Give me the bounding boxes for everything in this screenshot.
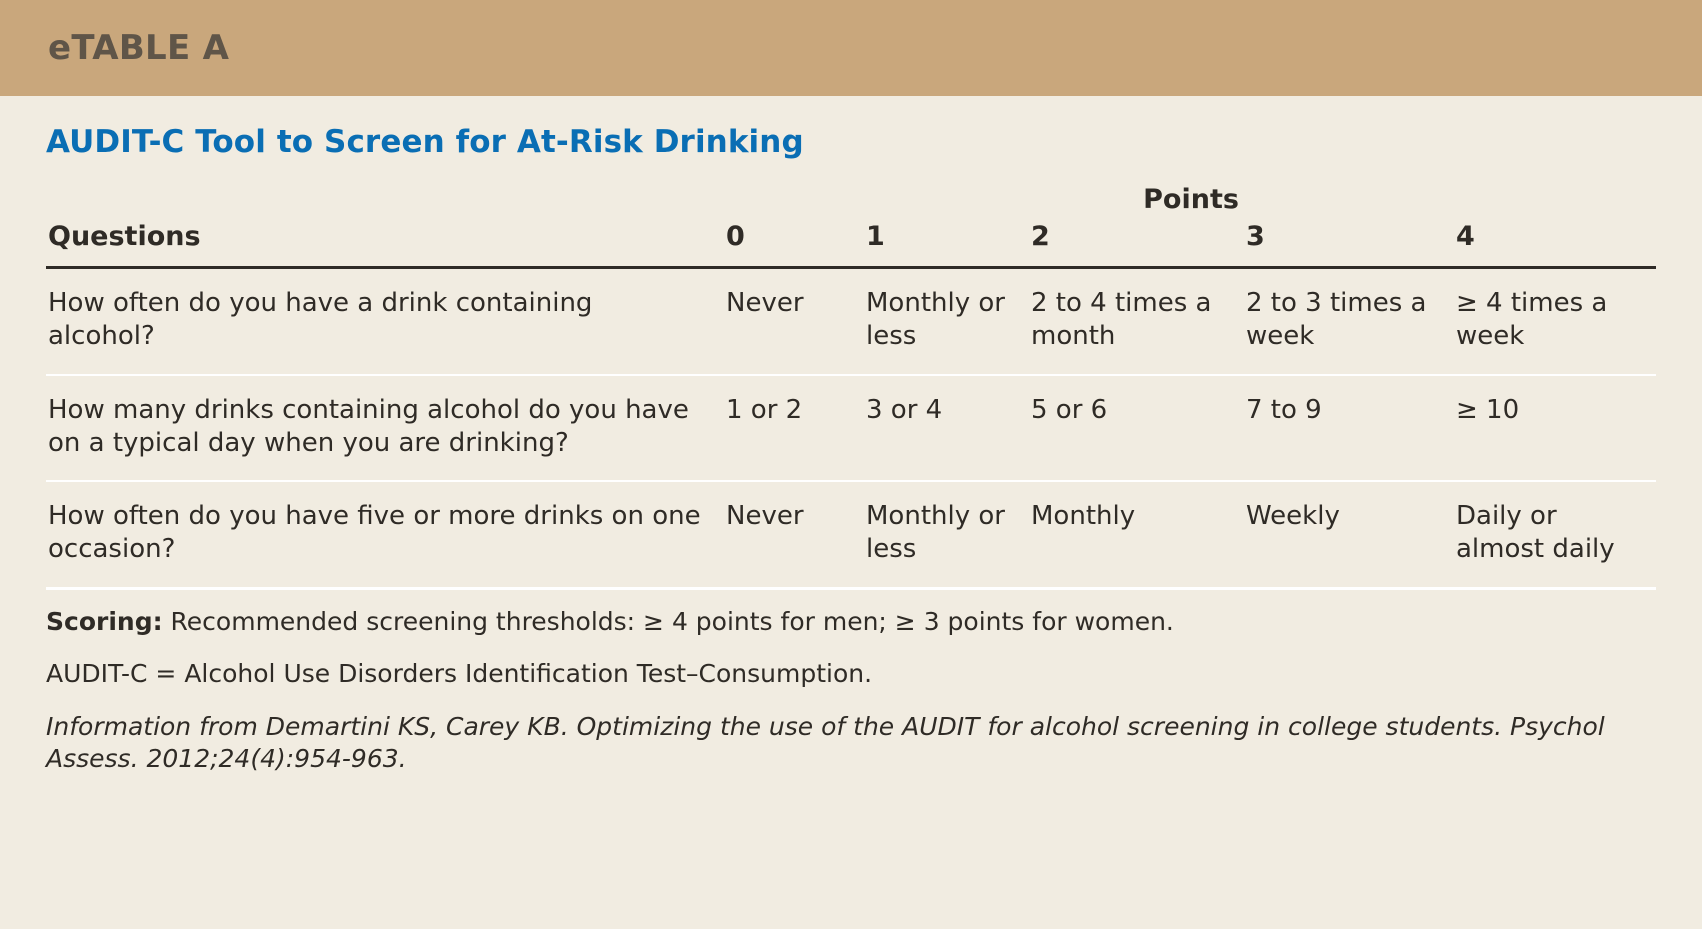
column-header-1: 1 (866, 221, 1031, 268)
row-points-0: Never (726, 481, 866, 588)
row-points-4: Daily or almost daily (1456, 481, 1656, 588)
table-row (46, 481, 1656, 588)
row-points-1: 3 or 4 (866, 375, 1031, 482)
etable-body (0, 124, 1702, 776)
row-points-4: ≥ 4 times a week (1456, 268, 1656, 375)
column-header-3: 3 (1246, 221, 1456, 268)
row-points-2: Monthly (1031, 481, 1246, 588)
scoring-note (46, 606, 1656, 639)
row-question: How many drinks containing alcohol do you have on a typical day when you are drinking? (46, 375, 726, 482)
row-question: How often do you have five or more drinks on one occasion? (46, 481, 726, 588)
row-points-2: 2 to 4 times a month (1031, 268, 1246, 375)
etable-label: eTABLE A (48, 28, 230, 68)
scoring-label: Scoring: (46, 606, 163, 636)
points-group-header: Points (1143, 184, 1239, 215)
column-header-questions: Questions (46, 221, 726, 268)
scoring-text: Recommended screening thresholds: ≥ 4 points for men; ≥ 3 points for women. (162, 606, 1174, 636)
abbreviation-note: AUDIT-C = Alcohol Use Disorders Identification Test–Consumption. (46, 659, 873, 689)
source-note: Information from Demartini KS, Carey KB. Optimizing the use of the AUDIT for alcohol screening in college students. Psychol Assess. 2012;24(4):954-963. (46, 711, 1605, 774)
row-points-3: 2 to 3 times a week (1246, 268, 1456, 375)
row-points-3: 7 to 9 (1246, 375, 1456, 482)
column-header-4: 4 (1456, 221, 1656, 268)
table-row (46, 375, 1656, 482)
table-row (46, 268, 1656, 375)
row-points-4: ≥ 10 (1456, 375, 1656, 482)
table-notes (46, 606, 1656, 776)
row-points-0: 1 or 2 (726, 375, 866, 482)
row-points-0: Never (726, 268, 866, 375)
row-points-2: 5 or 6 (1031, 375, 1246, 482)
page-title: AUDIT-C Tool to Screen for At-Risk Drinking (46, 124, 804, 160)
column-header-2: 2 (1031, 221, 1246, 268)
row-points-1: Monthly or less (866, 268, 1031, 375)
audit-c-table (46, 170, 1656, 590)
row-points-1: Monthly or less (866, 481, 1031, 588)
row-points-3: Weekly (1246, 481, 1456, 588)
column-header-0: 0 (726, 221, 866, 268)
etable-header-band (0, 0, 1702, 96)
points-group-row (46, 170, 1656, 221)
row-question: How often do you have a drink containing alcohol? (46, 268, 726, 375)
column-header-row (46, 221, 1656, 268)
